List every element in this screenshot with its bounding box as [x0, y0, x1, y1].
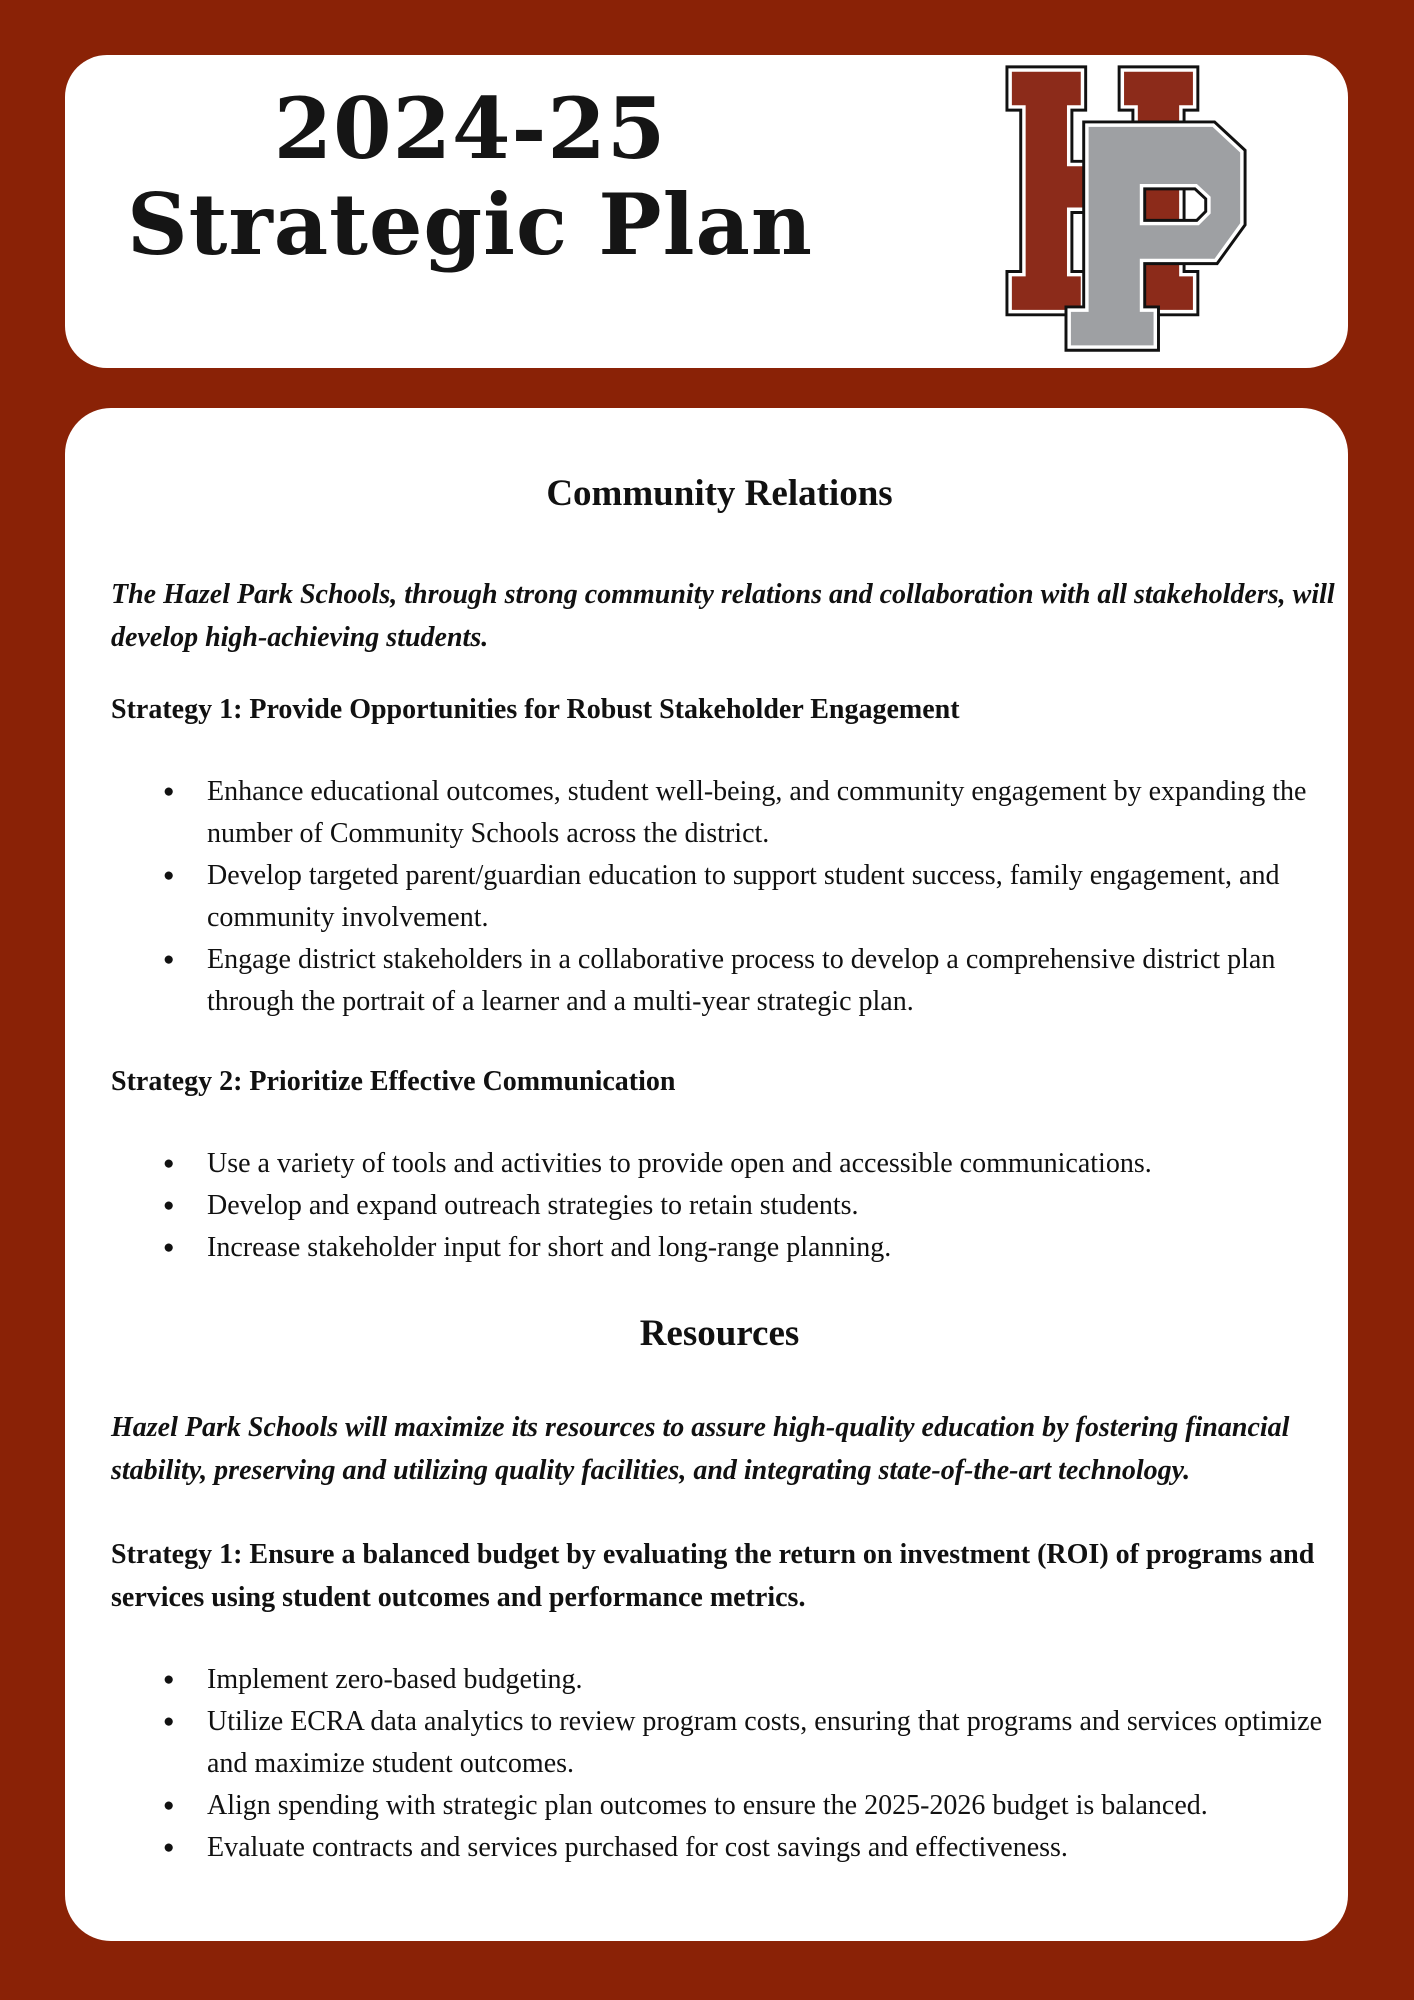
bullet-icon: ● — [163, 1711, 175, 1732]
section-heading-community-relations: Community Relations — [546, 473, 893, 514]
bullet-icon: ● — [163, 865, 175, 886]
document-title — [65, 81, 875, 273]
bullet-text: Use a variety of tools and activities to provide open and accessible communications. — [207, 1148, 1152, 1179]
list-item — [111, 939, 1328, 1023]
list-item — [111, 1227, 1328, 1269]
bullet-icon: ● — [163, 1795, 175, 1816]
list-item — [111, 771, 1328, 855]
bullet-text: Engage district stakeholders in a collaborative process to develop a comprehensive district plan through the portrait of a learner and a multi-year strategic plan. — [207, 944, 1276, 1017]
bullet-text: Align spending with strategic plan outcomes to ensure the 2025-2026 budget is balanced. — [207, 1790, 1208, 1821]
bullet-icon: ● — [163, 1237, 175, 1258]
bullet-icon: ● — [163, 1837, 175, 1858]
bullet-text: Enhance educational outcomes, student well-being, and community engagement by expanding the number of Community Schools across the district. — [207, 776, 1307, 849]
strategy-heading: Strategy 1: Provide Opportunities for Robust Stakeholder Engagement — [111, 694, 960, 725]
mission-statement: The Hazel Park Schools, through strong community relations and collaboration with all stakeholders, will develop high-achieving students. — [111, 579, 1335, 653]
hp-monogram-icon — [1004, 65, 1250, 357]
strategy-heading: Strategy 2: Prioritize Effective Communication — [111, 1066, 676, 1097]
title-year: 2024-25 — [273, 79, 667, 178]
bullet-text: Increase stakeholder input for short and long-range planning. — [207, 1232, 892, 1263]
strategy-heading: Strategy 1: Ensure a balanced budget by evaluating the return on investment (ROI) of programs and services using student outcomes and performance metrics. — [111, 1539, 1315, 1613]
list-item — [111, 1701, 1328, 1785]
list-item — [111, 1143, 1328, 1185]
bullet-icon: ● — [163, 1195, 175, 1216]
list-item — [111, 1185, 1328, 1227]
bullet-list — [111, 1143, 1328, 1269]
bullet-list — [111, 1659, 1328, 1869]
bullet-list — [111, 771, 1328, 1023]
bullet-text: Evaluate contracts and services purchased for cost savings and effectiveness. — [207, 1832, 1068, 1863]
bullet-text: Utilize ECRA data analytics to review program costs, ensuring that programs and services optimize and maximize student outcomes. — [207, 1706, 1323, 1779]
section-heading-resources: Resources — [639, 1313, 800, 1354]
list-item — [111, 1659, 1328, 1701]
list-item — [111, 855, 1328, 939]
bullet-icon: ● — [163, 949, 175, 970]
letter-p — [1071, 127, 1240, 345]
bullet-text: Develop and expand outreach strategies to retain students. — [207, 1190, 859, 1221]
bullet-text: Develop targeted parent/guardian education to support student success, family engagement, and community involvement. — [207, 860, 1280, 933]
content-card — [65, 408, 1348, 1941]
bullet-text: Implement zero-based budgeting. — [207, 1664, 583, 1695]
bullet-icon: ● — [163, 1669, 175, 1690]
mission-statement: Hazel Park Schools will maximize its resources to assure high-quality education by fostering financial stability, preserving and utilizing quality facilities, and integrating state-of-the-art technology. — [111, 1412, 1290, 1486]
list-item — [111, 1827, 1328, 1869]
header-card — [65, 55, 1348, 368]
bullet-icon: ● — [163, 1153, 175, 1174]
hazel-park-hp-logo — [1004, 65, 1250, 357]
bullet-icon: ● — [163, 781, 175, 802]
title-text: Strategic Plan — [127, 175, 813, 274]
list-item — [111, 1785, 1328, 1827]
